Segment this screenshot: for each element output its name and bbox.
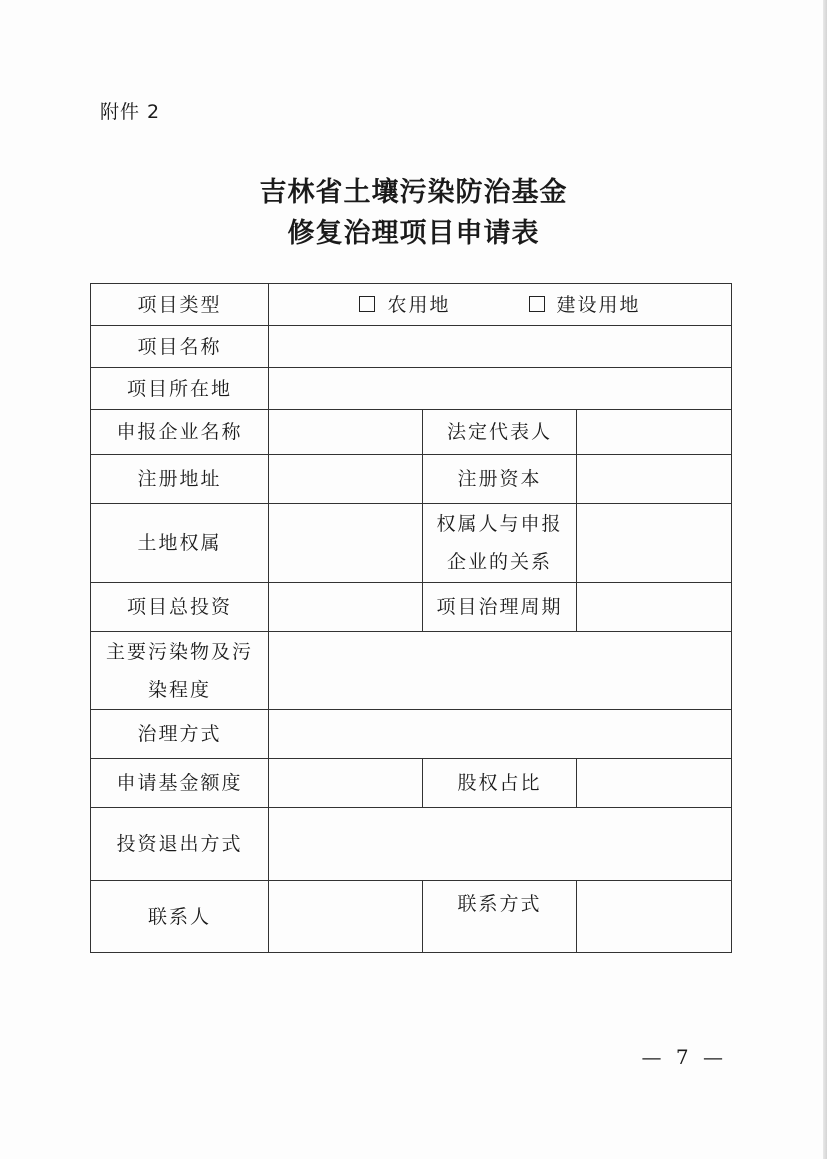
application-form-table — [90, 283, 732, 953]
document-title-line1: 吉林省土壤污染防治基金 — [259, 177, 568, 208]
treatment-period-field[interactable] — [577, 583, 732, 632]
project-location-label: 项目所在地 — [91, 368, 269, 410]
exit-method-label: 投资退出方式 — [91, 808, 269, 881]
contact-info-label: 联系方式 — [423, 881, 577, 953]
total-investment-label: 项目总投资 — [91, 583, 269, 632]
land-ownership-label: 土地权属 — [91, 504, 269, 583]
owner-relation-line2: 企业的关系 — [446, 551, 552, 573]
row-exit-method — [91, 808, 732, 881]
document-title-line2: 修复治理项目申请表 — [287, 218, 540, 249]
contact-person-label: 联系人 — [91, 881, 269, 953]
exit-method-field[interactable] — [269, 808, 732, 881]
row-company — [91, 410, 732, 455]
treatment-method-label: 治理方式 — [91, 710, 269, 759]
legal-rep-field[interactable] — [577, 410, 732, 455]
fund-amount-field[interactable] — [269, 759, 423, 808]
registered-capital-field[interactable] — [577, 455, 732, 504]
row-treatment-method — [91, 710, 732, 759]
owner-relation-line1: 权属人与申报 — [436, 513, 563, 535]
row-land-ownership — [91, 504, 732, 583]
pollutants-line1: 主要污染物及污 — [105, 640, 253, 663]
owner-relation-field[interactable] — [577, 504, 732, 583]
option-farmland[interactable] — [359, 286, 450, 324]
pollutants-line2: 染程度 — [147, 678, 211, 701]
fund-amount-label: 申请基金额度 — [91, 759, 269, 808]
equity-ratio-field[interactable] — [577, 759, 732, 808]
row-registration — [91, 455, 732, 504]
row-project-type — [91, 284, 732, 326]
option-construction[interactable] — [529, 286, 641, 324]
land-ownership-field[interactable] — [269, 504, 423, 583]
equity-ratio-label: 股权占比 — [423, 759, 577, 808]
row-contact — [91, 881, 732, 953]
company-name-label: 申报企业名称 — [91, 410, 269, 455]
treatment-method-field[interactable] — [269, 710, 732, 759]
owner-relation-label — [423, 504, 577, 583]
company-name-field[interactable] — [269, 410, 423, 455]
total-investment-field[interactable] — [269, 583, 423, 632]
farmland-checkbox[interactable] — [359, 296, 375, 312]
pollutants-label — [91, 632, 269, 710]
pollutants-field[interactable] — [269, 632, 732, 710]
project-name-field[interactable] — [269, 326, 732, 368]
row-project-name — [91, 326, 732, 368]
row-pollutants — [91, 632, 732, 710]
registered-address-label: 注册地址 — [91, 455, 269, 504]
construction-checkbox[interactable] — [529, 296, 545, 312]
farmland-label: 农用地 — [387, 293, 451, 316]
registered-address-field[interactable] — [269, 455, 423, 504]
contact-person-field[interactable] — [269, 881, 423, 953]
treatment-period-label: 项目治理周期 — [423, 583, 577, 632]
contact-info-field[interactable] — [577, 881, 732, 953]
project-location-field[interactable] — [269, 368, 732, 410]
registered-capital-label: 注册资本 — [423, 455, 577, 504]
legal-rep-label: 法定代表人 — [423, 410, 577, 455]
construction-label: 建设用地 — [556, 293, 641, 316]
row-investment — [91, 583, 732, 632]
row-project-location — [91, 368, 732, 410]
project-type-options — [269, 284, 732, 326]
project-name-label: 项目名称 — [91, 326, 269, 368]
project-type-label: 项目类型 — [91, 284, 269, 326]
row-fund — [91, 759, 732, 808]
page-number: — 7 — — [641, 1045, 727, 1069]
attachment-label: 附件 2 — [100, 101, 161, 123]
